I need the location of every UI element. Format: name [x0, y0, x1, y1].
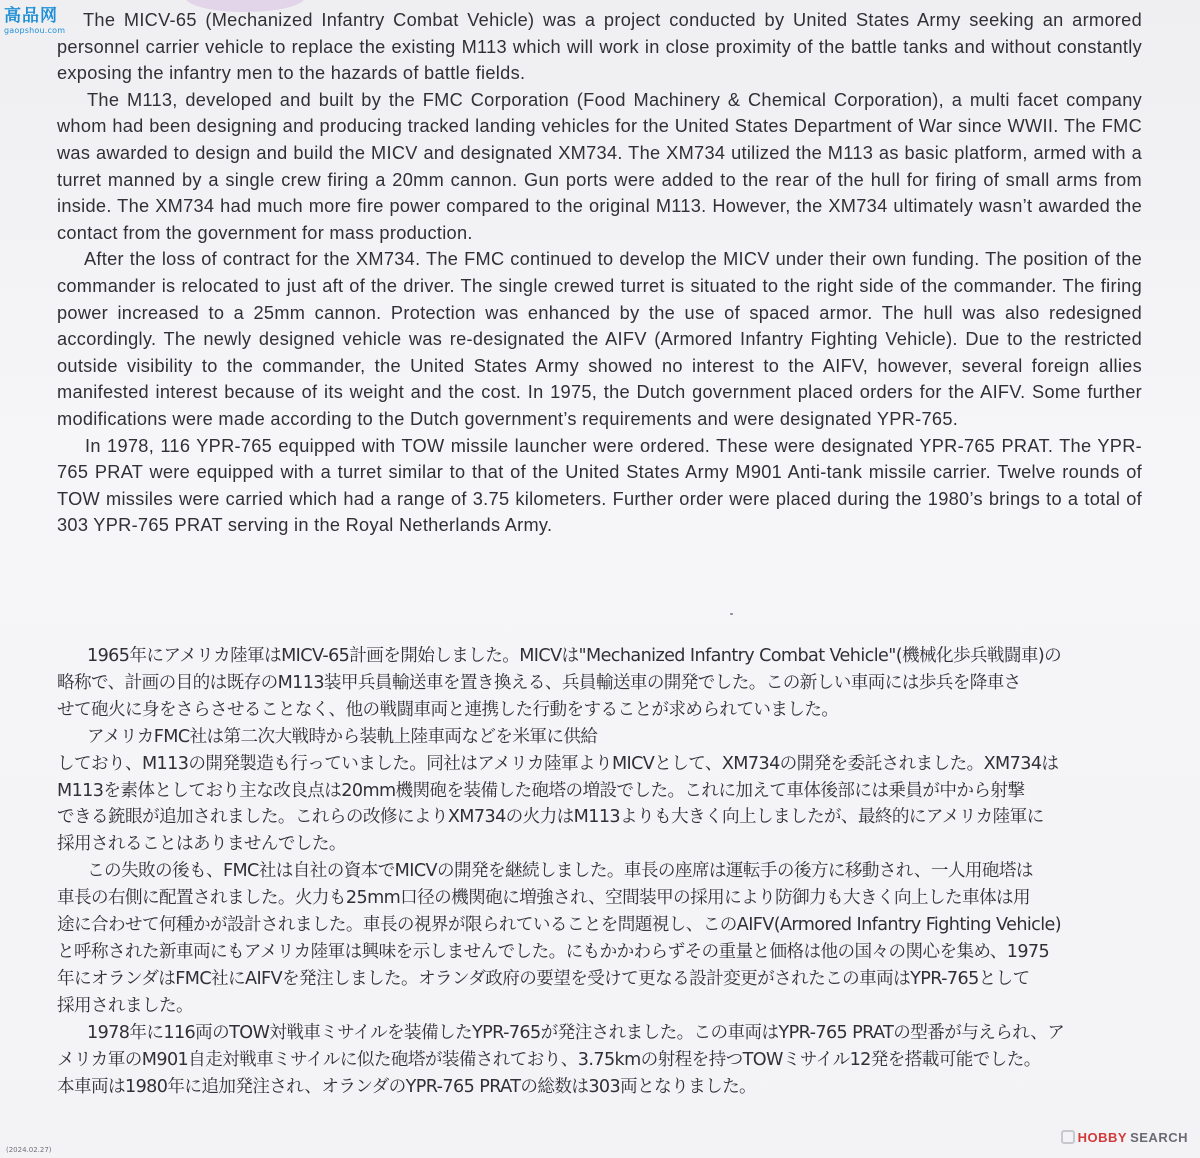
japanese-line: 途に合わせて何種かが設計されました。車長の視界が限られていることを問題視し、このAIFV(Armored Infantry Fighting Vehicle): [57, 915, 1062, 936]
japanese-line: この失敗の後も、FMC社は自社の資本でMICVの開発を継続しました。車長の座席は運転手の後方に移動され、一人用砲塔は: [87, 861, 1033, 882]
english-paragraph-2: The M113, developed and built by the FMC Corporation (Food Machinery & Chemical Corporation), a multi facet company whom had been designing and producing tracked landing vehicles for the United States Department of War since WWII. The FMC was awarded to design and build the MICV and designated XM734. The XM734 utilized the M113 as basic platform, armed with a turret manned by a single crew firing a 20mm cannon. Gun ports were added to the rear of the hull for firing of small arms from inside. The XM734 had much more fire power compared to the original M113. However, the XM734 ultimately wasn’t awarded the contact from the government for mass production.: [57, 89, 1142, 243]
japanese-line: 本車両は1980年に追加発注され、オランダのYPR-765 PRATの総数は303両となりました。: [57, 1076, 757, 1097]
hobby-search-logo: [1061, 1127, 1188, 1147]
japanese-paragraph-3: [57, 858, 1142, 1019]
hobby-search-mark-icon: [1061, 1130, 1075, 1144]
japanese-paragraph-1: [57, 643, 1142, 724]
japanese-line: 略称で、計画の目的は既存のM113装甲兵員輸送車を置き換える、兵員輸送車の開発でした。この新しい車両には歩兵を降車さ: [57, 672, 1021, 693]
hobby-search-search-text: SEARCH: [1130, 1129, 1188, 1145]
watermark-site-name: 高品网: [4, 6, 58, 26]
stray-dot: [730, 613, 733, 615]
footer-date: (2024.02.27): [6, 1146, 52, 1154]
japanese-paragraph-2: [57, 724, 1142, 859]
english-paragraph-4: In 1978, 116 YPR-765 equipped with TOW missile launcher were ordered. These were designated YPR-765 PRAT. The YPR-765 PRAT were equipped with a turret similar to that of the United States Army M901 Anti-tank missile carrier. Twelve rounds of TOW missiles were carried which had a range of 3.75 kilometers. Further order were placed during the 1980’s brings to a total of 303 YPR-765 PRAT serving in the Royal Netherlands Army.: [57, 435, 1142, 536]
japanese-line: と呼称された新車両にもアメリカ陸軍は興味を示しませんでした。にもかかわらずその重量と価格は他の国々の関心を集め、1975: [57, 941, 1050, 962]
english-paragraph-1: The MICV-65 (Mechanized Infantry Combat Vehicle) was a project conducted by United States Army seeking an armored personnel carrier vehicle to replace the existing M113 which will work in close proximity of the battle tanks and without constantly exposing the infantry men to the hazards of battle fields.: [57, 10, 1142, 84]
japanese-line: しており、M113の開発製造も行っていました。同社はアメリカ陸軍よりMICVとして、XM734の開発を委託されました。XM734は: [57, 753, 1059, 774]
japanese-paragraph-4: [57, 1020, 1142, 1101]
japanese-line: M113を素体としており主な改良点は20mm機関砲を装備した砲塔の増設でした。これに加えて車体後部には乗員が中から射撃: [57, 780, 1025, 801]
japanese-line: 採用されました。: [57, 995, 193, 1016]
english-paragraph-3: After the loss of contract for the XM734. The FMC continued to develop the MICV under their own funding. The position of the commander is relocated to just aft of the driver. The single crewed turret is situated to the right side of the commander. The firing power increased to a 25mm cannon. Protection was enhanced by the use of spaced armor. The hull was also redesigned accordingly. The newly designed vehicle was re-designated the AIFV (Armored Infantry Fighting Vehicle). Due to the restricted outside visibility to the commander, the United States Army showed no interest to the AIFV, however, several foreign allies manifested interest because of its weight and the cost. In 1975, the Dutch government placed orders for the AIFV. Some further modifications were made according to the Dutch government’s requirements and were designated YPR-765.: [57, 249, 1142, 429]
japanese-line: せて砲火に身をさらさせることなく、他の戦闘車両と連携した行動をすることが求められていました。: [57, 699, 839, 720]
japanese-text-section: [57, 643, 1142, 1100]
japanese-line: アメリカFMC社は第二次大戦時から装軌上陸車両などを米軍に供給: [87, 726, 598, 747]
japanese-line: できる銃眼が追加されました。これらの改修によりXM734の火力はM113よりも大きく向上しましたが、最終的にアメリカ陸軍に: [57, 807, 1044, 828]
hobby-search-hobby-text: HOBBY: [1077, 1129, 1128, 1145]
japanese-line: 1978年に116両のTOW対戦車ミサイルを装備したYPR-765が発注されました。この車両はYPR-765 PRATの型番が与えられ、ア: [87, 1022, 1065, 1043]
japanese-line: 年にオランダはFMC社にAIFVを発注しました。オランダ政府の要望を受けて更なる設計変更がされたこの車両はYPR-765として: [57, 968, 1030, 989]
japanese-line: 車長の右側に配置されました。火力も25mm口径の機関砲に増強され、空間装甲の採用により防御力も大きく向上した車体は用: [57, 888, 1030, 909]
japanese-line: メリカ軍のM901自走対戦車ミサイルに似た砲塔が装備されており、3.75kmの射程を持つTOWミサイル12発を搭載可能でした。: [57, 1049, 1041, 1070]
japanese-line: 1965年にアメリカ陸軍はMICV-65計画を開始しました。MICVは"Mechanized Infantry Combat Vehicle"(機械化歩兵戦闘車)の: [87, 646, 1062, 666]
english-text-section: [57, 7, 1142, 539]
japanese-line: 採用されることはありませんでした。: [57, 834, 346, 855]
watermark-site-url: gaopshou.com: [4, 26, 66, 35]
